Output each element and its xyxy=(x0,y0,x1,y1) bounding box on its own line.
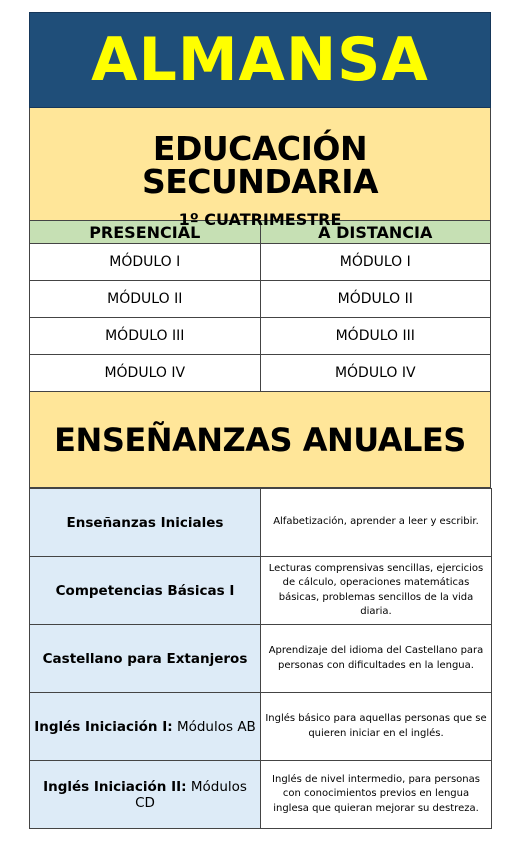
table-row xyxy=(30,557,492,625)
module-cell: MÓDULO III xyxy=(260,318,491,355)
column-header-distancia: A DISTANCIA xyxy=(260,221,491,244)
anuales-header xyxy=(29,392,491,488)
module-cell: MÓDULO I xyxy=(260,244,491,281)
module-cell: MÓDULO IV xyxy=(30,355,261,392)
module-cell: MÓDULO III xyxy=(30,318,261,355)
table-row xyxy=(30,318,491,355)
course-description: Inglés básico para aquellas personas que se quieren iniciar en el inglés. xyxy=(261,693,492,761)
course-name: Enseñanzas Iniciales xyxy=(30,489,261,557)
course-description: Inglés de nivel intermedio, para personas con conocimientos previos en lengua inglesa que quieran mejorar su destreza. xyxy=(261,761,492,829)
course-name: Inglés Iniciación II: Módulos CD xyxy=(30,761,261,829)
table-row xyxy=(30,761,492,829)
table-row xyxy=(30,693,492,761)
anuales-title: ENSEÑANZAS ANUALES xyxy=(54,420,466,459)
module-cell: MÓDULO II xyxy=(260,281,491,318)
course-description: Lecturas comprensivas sencillas, ejercicios de cálculo, operaciones matemáticas básicas, problemas sencillos de la vida diaria. xyxy=(261,557,492,625)
course-name: Competencias Básicas I xyxy=(30,557,261,625)
secundaria-subtitle: 1º CUATRIMESTRE xyxy=(178,210,342,229)
table-row xyxy=(30,489,492,557)
schedule-sheet xyxy=(29,12,491,829)
course-name: Inglés Iniciación I: Módulos AB xyxy=(30,693,261,761)
module-cell: MÓDULO II xyxy=(30,281,261,318)
title-banner xyxy=(29,12,491,108)
column-header-presencial: PRESENCIAL xyxy=(30,221,261,244)
course-description: Alfabetización, aprender a leer y escribir. xyxy=(261,489,492,557)
courses-table xyxy=(29,488,492,829)
table-row xyxy=(30,625,492,693)
secundaria-header xyxy=(29,108,491,229)
module-cell: MÓDULO I xyxy=(30,244,261,281)
banner-title: ALMANSA xyxy=(91,25,429,95)
table-row xyxy=(30,281,491,318)
table-row xyxy=(30,355,491,392)
modules-table xyxy=(29,220,491,392)
table-row xyxy=(30,244,491,281)
course-description: Aprendizaje del idioma del Castellano para personas con dificultades en la lengua. xyxy=(261,625,492,693)
secundaria-title: EDUCACIÓN SECUNDARIA xyxy=(141,129,379,201)
module-cell: MÓDULO IV xyxy=(260,355,491,392)
course-name: Castellano para Extanjeros xyxy=(30,625,261,693)
